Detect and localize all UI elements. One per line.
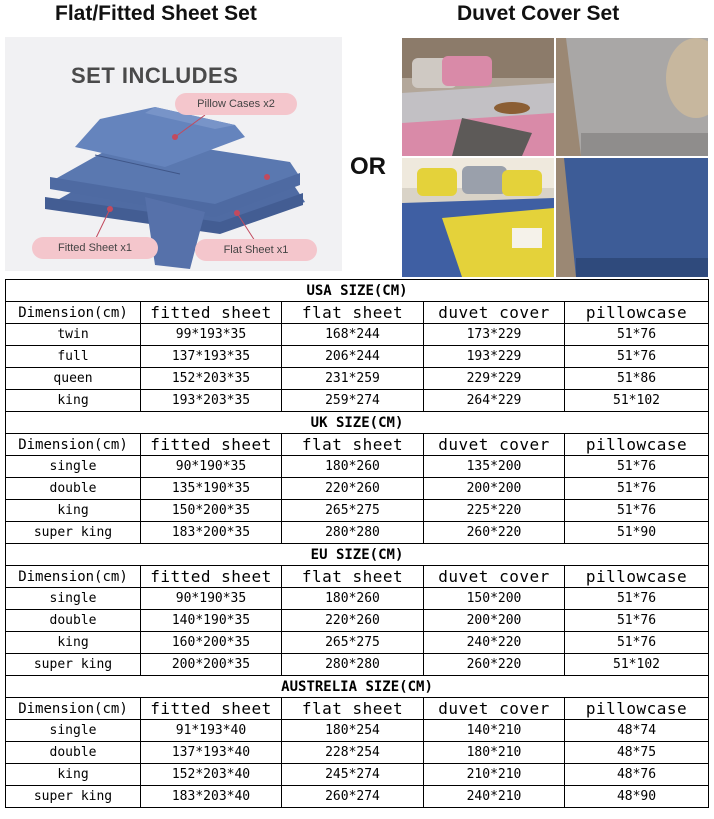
size-name-cell: double bbox=[6, 610, 141, 632]
column-header: duvet cover bbox=[424, 698, 565, 720]
dimension-cell: 48*75 bbox=[565, 742, 709, 764]
dimension-cell: 51*76 bbox=[565, 610, 709, 632]
table-row bbox=[6, 500, 709, 522]
dimension-cell: 265*275 bbox=[282, 500, 424, 522]
size-name-cell: super king bbox=[6, 522, 141, 544]
column-header: duvet cover bbox=[424, 434, 565, 456]
section-title: EU SIZE(CM) bbox=[6, 544, 709, 566]
table-row bbox=[6, 654, 709, 676]
dimension-cell: 200*200*35 bbox=[141, 654, 282, 676]
column-header: flat sheet bbox=[282, 698, 424, 720]
or-label: OR bbox=[350, 153, 386, 180]
dimension-cell: 200*200 bbox=[424, 478, 565, 500]
blue-flat-sheet-photo bbox=[556, 158, 708, 277]
dimension-cell: 51*76 bbox=[565, 500, 709, 522]
size-name-cell: king bbox=[6, 764, 141, 786]
column-header: pillowcase bbox=[565, 566, 709, 588]
dimension-cell: 265*275 bbox=[282, 632, 424, 654]
size-name-cell: king bbox=[6, 500, 141, 522]
size-name-cell: queen bbox=[6, 368, 141, 390]
dimension-cell: 51*102 bbox=[565, 654, 709, 676]
dimension-cell: 51*76 bbox=[565, 324, 709, 346]
dimension-cell: 180*260 bbox=[282, 588, 424, 610]
dimension-cell: 51*76 bbox=[565, 478, 709, 500]
fitted-sheet-label: Fitted Sheet x1 bbox=[32, 237, 158, 259]
dimension-cell: 260*274 bbox=[282, 786, 424, 808]
dimension-cell: 140*210 bbox=[424, 720, 565, 742]
dimension-cell: 220*260 bbox=[282, 478, 424, 500]
dimension-cell: 183*200*35 bbox=[141, 522, 282, 544]
size-name-cell: single bbox=[6, 588, 141, 610]
dimension-cell: 173*229 bbox=[424, 324, 565, 346]
size-name-cell: single bbox=[6, 720, 141, 742]
set-includes-heading: SET INCLUDES bbox=[71, 63, 239, 88]
section-title-row bbox=[6, 280, 709, 302]
table-row bbox=[6, 390, 709, 412]
table-row bbox=[6, 610, 709, 632]
dimension-cell: 231*259 bbox=[282, 368, 424, 390]
dimension-cell: 180*210 bbox=[424, 742, 565, 764]
dimension-cell: 51*86 bbox=[565, 368, 709, 390]
table-row bbox=[6, 346, 709, 368]
dimension-cell: 48*74 bbox=[565, 720, 709, 742]
section-title: UK SIZE(CM) bbox=[6, 412, 709, 434]
dimension-cell: 137*193*40 bbox=[141, 742, 282, 764]
table-row bbox=[6, 742, 709, 764]
dimension-cell: 160*200*35 bbox=[141, 632, 282, 654]
dimension-cell: 150*200*35 bbox=[141, 500, 282, 522]
sheet-set-illustration bbox=[5, 37, 342, 271]
table-row bbox=[6, 764, 709, 786]
dimension-cell: 280*280 bbox=[282, 522, 424, 544]
dimension-cell: 152*203*40 bbox=[141, 764, 282, 786]
dimension-cell: 51*76 bbox=[565, 456, 709, 478]
size-name-cell: super king bbox=[6, 654, 141, 676]
yellow-blue-duvet-photo bbox=[402, 158, 554, 277]
duvet-cover-title: Duvet Cover Set bbox=[457, 2, 620, 25]
dimension-cell: 240*220 bbox=[424, 632, 565, 654]
dimension-cell: 91*193*40 bbox=[141, 720, 282, 742]
size-name-cell: twin bbox=[6, 324, 141, 346]
dimension-cell: 260*220 bbox=[424, 654, 565, 676]
dimension-cell: 90*190*35 bbox=[141, 456, 282, 478]
table-row bbox=[6, 478, 709, 500]
dimension-cell: 90*190*35 bbox=[141, 588, 282, 610]
column-header: Dimension(cm) bbox=[6, 302, 141, 324]
dimension-cell: 183*203*40 bbox=[141, 786, 282, 808]
column-header: flat sheet bbox=[282, 302, 424, 324]
size-name-cell: king bbox=[6, 632, 141, 654]
column-header: pillowcase bbox=[565, 434, 709, 456]
column-header: pillowcase bbox=[565, 698, 709, 720]
folded-sheets-graphic bbox=[5, 37, 342, 271]
column-header: Dimension(cm) bbox=[6, 434, 141, 456]
section-title: AUSTRELIA SIZE(CM) bbox=[6, 676, 709, 698]
column-header: flat sheet bbox=[282, 566, 424, 588]
table-row bbox=[6, 588, 709, 610]
column-header-row bbox=[6, 698, 709, 720]
size-name-cell: king bbox=[6, 390, 141, 412]
size-name-cell: double bbox=[6, 478, 141, 500]
size-name-cell: single bbox=[6, 456, 141, 478]
dimension-cell: 150*200 bbox=[424, 588, 565, 610]
dimension-cell: 193*203*35 bbox=[141, 390, 282, 412]
dimension-cell: 180*260 bbox=[282, 456, 424, 478]
column-header: fitted sheet bbox=[141, 302, 282, 324]
section-title-row bbox=[6, 544, 709, 566]
grey-flat-sheet-photo bbox=[556, 38, 708, 156]
column-header: fitted sheet bbox=[141, 434, 282, 456]
column-header: fitted sheet bbox=[141, 698, 282, 720]
column-header: Dimension(cm) bbox=[6, 698, 141, 720]
dimension-cell: 168*244 bbox=[282, 324, 424, 346]
dimension-cell: 135*190*35 bbox=[141, 478, 282, 500]
dimension-cell: 135*200 bbox=[424, 456, 565, 478]
column-header-row bbox=[6, 566, 709, 588]
size-name-cell: full bbox=[6, 346, 141, 368]
dimension-cell: 245*274 bbox=[282, 764, 424, 786]
pillow-cases-label: Pillow Cases x2 bbox=[175, 93, 297, 115]
dimension-cell: 51*76 bbox=[565, 588, 709, 610]
column-header: duvet cover bbox=[424, 566, 565, 588]
dimension-cell: 99*193*35 bbox=[141, 324, 282, 346]
column-header: Dimension(cm) bbox=[6, 566, 141, 588]
dimension-cell: 220*260 bbox=[282, 610, 424, 632]
size-chart-table bbox=[5, 279, 709, 808]
dimension-cell: 228*254 bbox=[282, 742, 424, 764]
pink-duvet-photo bbox=[402, 38, 554, 156]
dimension-cell: 51*90 bbox=[565, 522, 709, 544]
table-row bbox=[6, 786, 709, 808]
dimension-cell: 260*220 bbox=[424, 522, 565, 544]
section-title-row bbox=[6, 676, 709, 698]
dimension-cell: 51*76 bbox=[565, 346, 709, 368]
size-chart-body bbox=[6, 280, 709, 808]
section-title-row bbox=[6, 412, 709, 434]
dimension-cell: 193*229 bbox=[424, 346, 565, 368]
column-header: duvet cover bbox=[424, 302, 565, 324]
dimension-cell: 48*90 bbox=[565, 786, 709, 808]
table-row bbox=[6, 720, 709, 742]
column-header: flat sheet bbox=[282, 434, 424, 456]
dimension-cell: 200*200 bbox=[424, 610, 565, 632]
dimension-cell: 51*102 bbox=[565, 390, 709, 412]
dimension-cell: 206*244 bbox=[282, 346, 424, 368]
flat-sheet-label: Flat Sheet x1 bbox=[195, 239, 317, 261]
column-header: pillowcase bbox=[565, 302, 709, 324]
dimension-cell: 280*280 bbox=[282, 654, 424, 676]
dimension-cell: 48*76 bbox=[565, 764, 709, 786]
column-header: fitted sheet bbox=[141, 566, 282, 588]
dimension-cell: 259*274 bbox=[282, 390, 424, 412]
dimension-cell: 229*229 bbox=[424, 368, 565, 390]
table-row bbox=[6, 324, 709, 346]
table-row bbox=[6, 368, 709, 390]
column-header-row bbox=[6, 434, 709, 456]
table-row bbox=[6, 522, 709, 544]
table-row bbox=[6, 632, 709, 654]
dimension-cell: 180*254 bbox=[282, 720, 424, 742]
section-title: USA SIZE(CM) bbox=[6, 280, 709, 302]
table-row bbox=[6, 456, 709, 478]
flat-fitted-title: Flat/Fitted Sheet Set bbox=[55, 2, 257, 25]
dimension-cell: 51*76 bbox=[565, 632, 709, 654]
dimension-cell: 210*210 bbox=[424, 764, 565, 786]
dimension-cell: 264*229 bbox=[424, 390, 565, 412]
dimension-cell: 152*203*35 bbox=[141, 368, 282, 390]
dimension-cell: 225*220 bbox=[424, 500, 565, 522]
dimension-cell: 140*190*35 bbox=[141, 610, 282, 632]
dimension-cell: 240*210 bbox=[424, 786, 565, 808]
size-name-cell: super king bbox=[6, 786, 141, 808]
size-name-cell: double bbox=[6, 742, 141, 764]
dimension-cell: 137*193*35 bbox=[141, 346, 282, 368]
column-header-row bbox=[6, 302, 709, 324]
